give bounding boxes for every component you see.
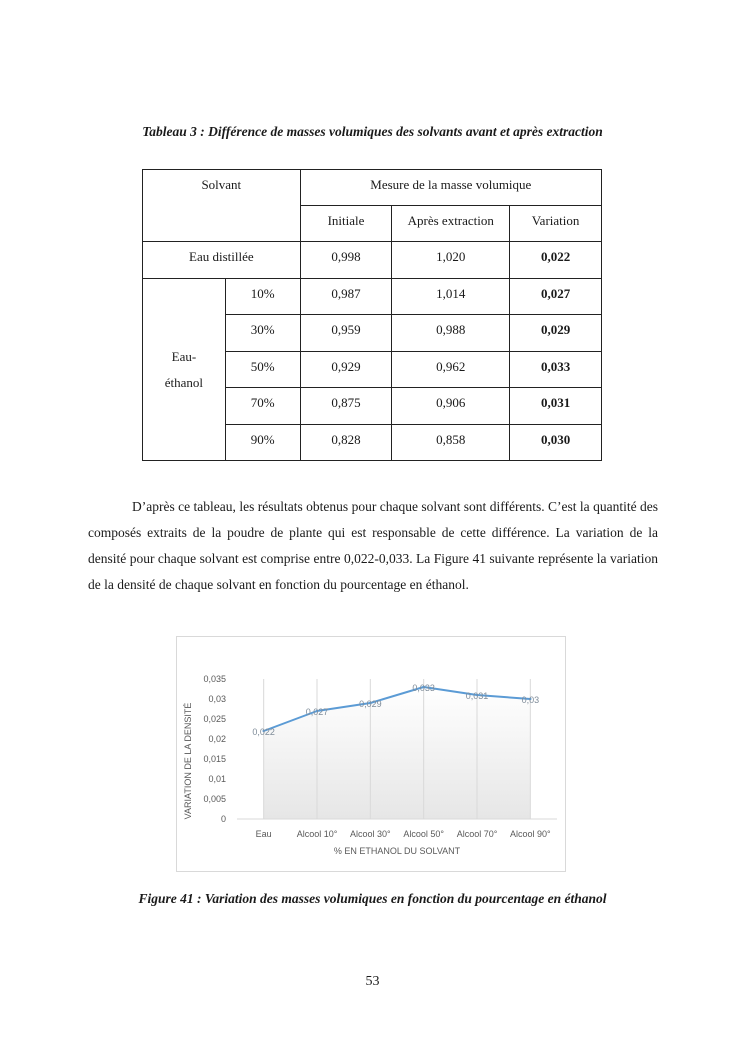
- row-label-eau-distillee: Eau distillée: [143, 242, 301, 279]
- chart-x-tick-label: Alcool 70°: [456, 829, 498, 839]
- chart-y-tick-label: 0,02: [208, 734, 226, 744]
- cell-apres: 1,020: [392, 242, 510, 279]
- body-paragraph: D’après ce tableau, les résultats obtenus pour chaque solvant sont différents. C’est la quantité des composés extraits de la poudre de plante qui est responsable de cette différence. La variation de la densité pour chaque solvant est comprise entre 0,022-0,033. La Figure 41 suivante représente la variation de la densité de chaque solvant en fonction du pourcentage en éthanol.: [88, 499, 658, 592]
- cell-variation: 0,033: [510, 352, 602, 388]
- cell-initiale: 0,959: [300, 315, 392, 352]
- cell-pct: 90%: [225, 425, 300, 461]
- chart-x-axis-title: % EN ETHANOL DU SOLVANT: [333, 846, 461, 856]
- chart-data-label: 0,029: [359, 699, 382, 709]
- cell-pct: 30%: [225, 315, 300, 352]
- row-group-eau-ethanol: [143, 279, 226, 461]
- density-line-chart: [177, 637, 565, 871]
- chart-y-axis-title: VARIATION DE LA DENSITÉ: [183, 702, 193, 820]
- chart-x-tick-label: Alcool 30°: [350, 829, 391, 839]
- cell-variation: 0,031: [510, 388, 602, 425]
- group-label-line1: Eau-: [171, 348, 197, 364]
- chart-x-tick-label: Eau: [255, 829, 272, 839]
- chart-data-label: 0,027: [305, 707, 329, 717]
- cell-apres: 0,906: [392, 388, 510, 425]
- cell-pct: 50%: [225, 352, 300, 388]
- cell-initiale: 0,875: [300, 388, 392, 425]
- chart-y-tick-label: 0,03: [208, 694, 226, 704]
- chart-y-tick-label: 0,005: [203, 794, 226, 804]
- cell-initiale: 0,998: [300, 242, 392, 279]
- density-table: [142, 169, 602, 461]
- chart-data-label: 0,031: [465, 691, 489, 701]
- cell-apres: 0,962: [392, 352, 510, 388]
- subheader-initiale: Initiale: [300, 206, 392, 242]
- cell-variation: 0,022: [510, 242, 602, 279]
- chart-data-label: 0,022: [252, 727, 275, 737]
- table-header-row: [143, 170, 602, 206]
- chart-x-tick-label: Alcool 10°: [296, 829, 338, 839]
- chart-y-tick-label: 0,015: [203, 754, 226, 764]
- cell-apres: 0,988: [392, 315, 510, 352]
- chart-y-tick-label: 0,025: [203, 714, 226, 724]
- page-number: 53: [365, 974, 380, 989]
- cell-variation: 0,027: [510, 279, 602, 315]
- header-mesure: Mesure de la masse volumique: [300, 170, 601, 206]
- subheader-variation: Variation: [510, 206, 602, 242]
- cell-pct: 10%: [225, 279, 300, 315]
- table-row: [143, 279, 602, 315]
- chart-y-tick-label: 0,035: [203, 674, 226, 684]
- figure-caption: Figure 41 : Variation des masses volumiques en fonction du pourcentage en éthanol: [138, 891, 607, 906]
- cell-apres: 0,858: [392, 425, 510, 461]
- header-solvant: Solvant: [143, 170, 301, 242]
- chart-data-label: 0,03: [521, 695, 540, 705]
- cell-initiale: 0,987: [300, 279, 392, 315]
- cell-initiale: 0,828: [300, 425, 392, 461]
- table-row: [143, 242, 602, 279]
- cell-initiale: 0,929: [300, 352, 392, 388]
- cell-apres: 1,014: [392, 279, 510, 315]
- chart-x-tick-label: Alcool 50°: [403, 829, 444, 839]
- chart-y-tick-label: 0: [220, 814, 226, 824]
- chart-data-label: 0,033: [412, 683, 435, 693]
- cell-variation: 0,029: [510, 315, 602, 352]
- cell-pct: 70%: [225, 388, 300, 425]
- chart-y-tick-label: 0,01: [208, 774, 226, 784]
- group-label-line2: éthanol: [164, 374, 204, 390]
- table-caption: Tableau 3 : Différence de masses volumiques des solvants avant et après extraction: [142, 124, 603, 139]
- chart-frame: [176, 636, 566, 872]
- chart-x-tick-label: Alcool 90°: [510, 829, 551, 839]
- subheader-apres: Après extraction: [392, 206, 510, 242]
- cell-variation: 0,030: [510, 425, 602, 461]
- chart-area-fill: [264, 687, 531, 819]
